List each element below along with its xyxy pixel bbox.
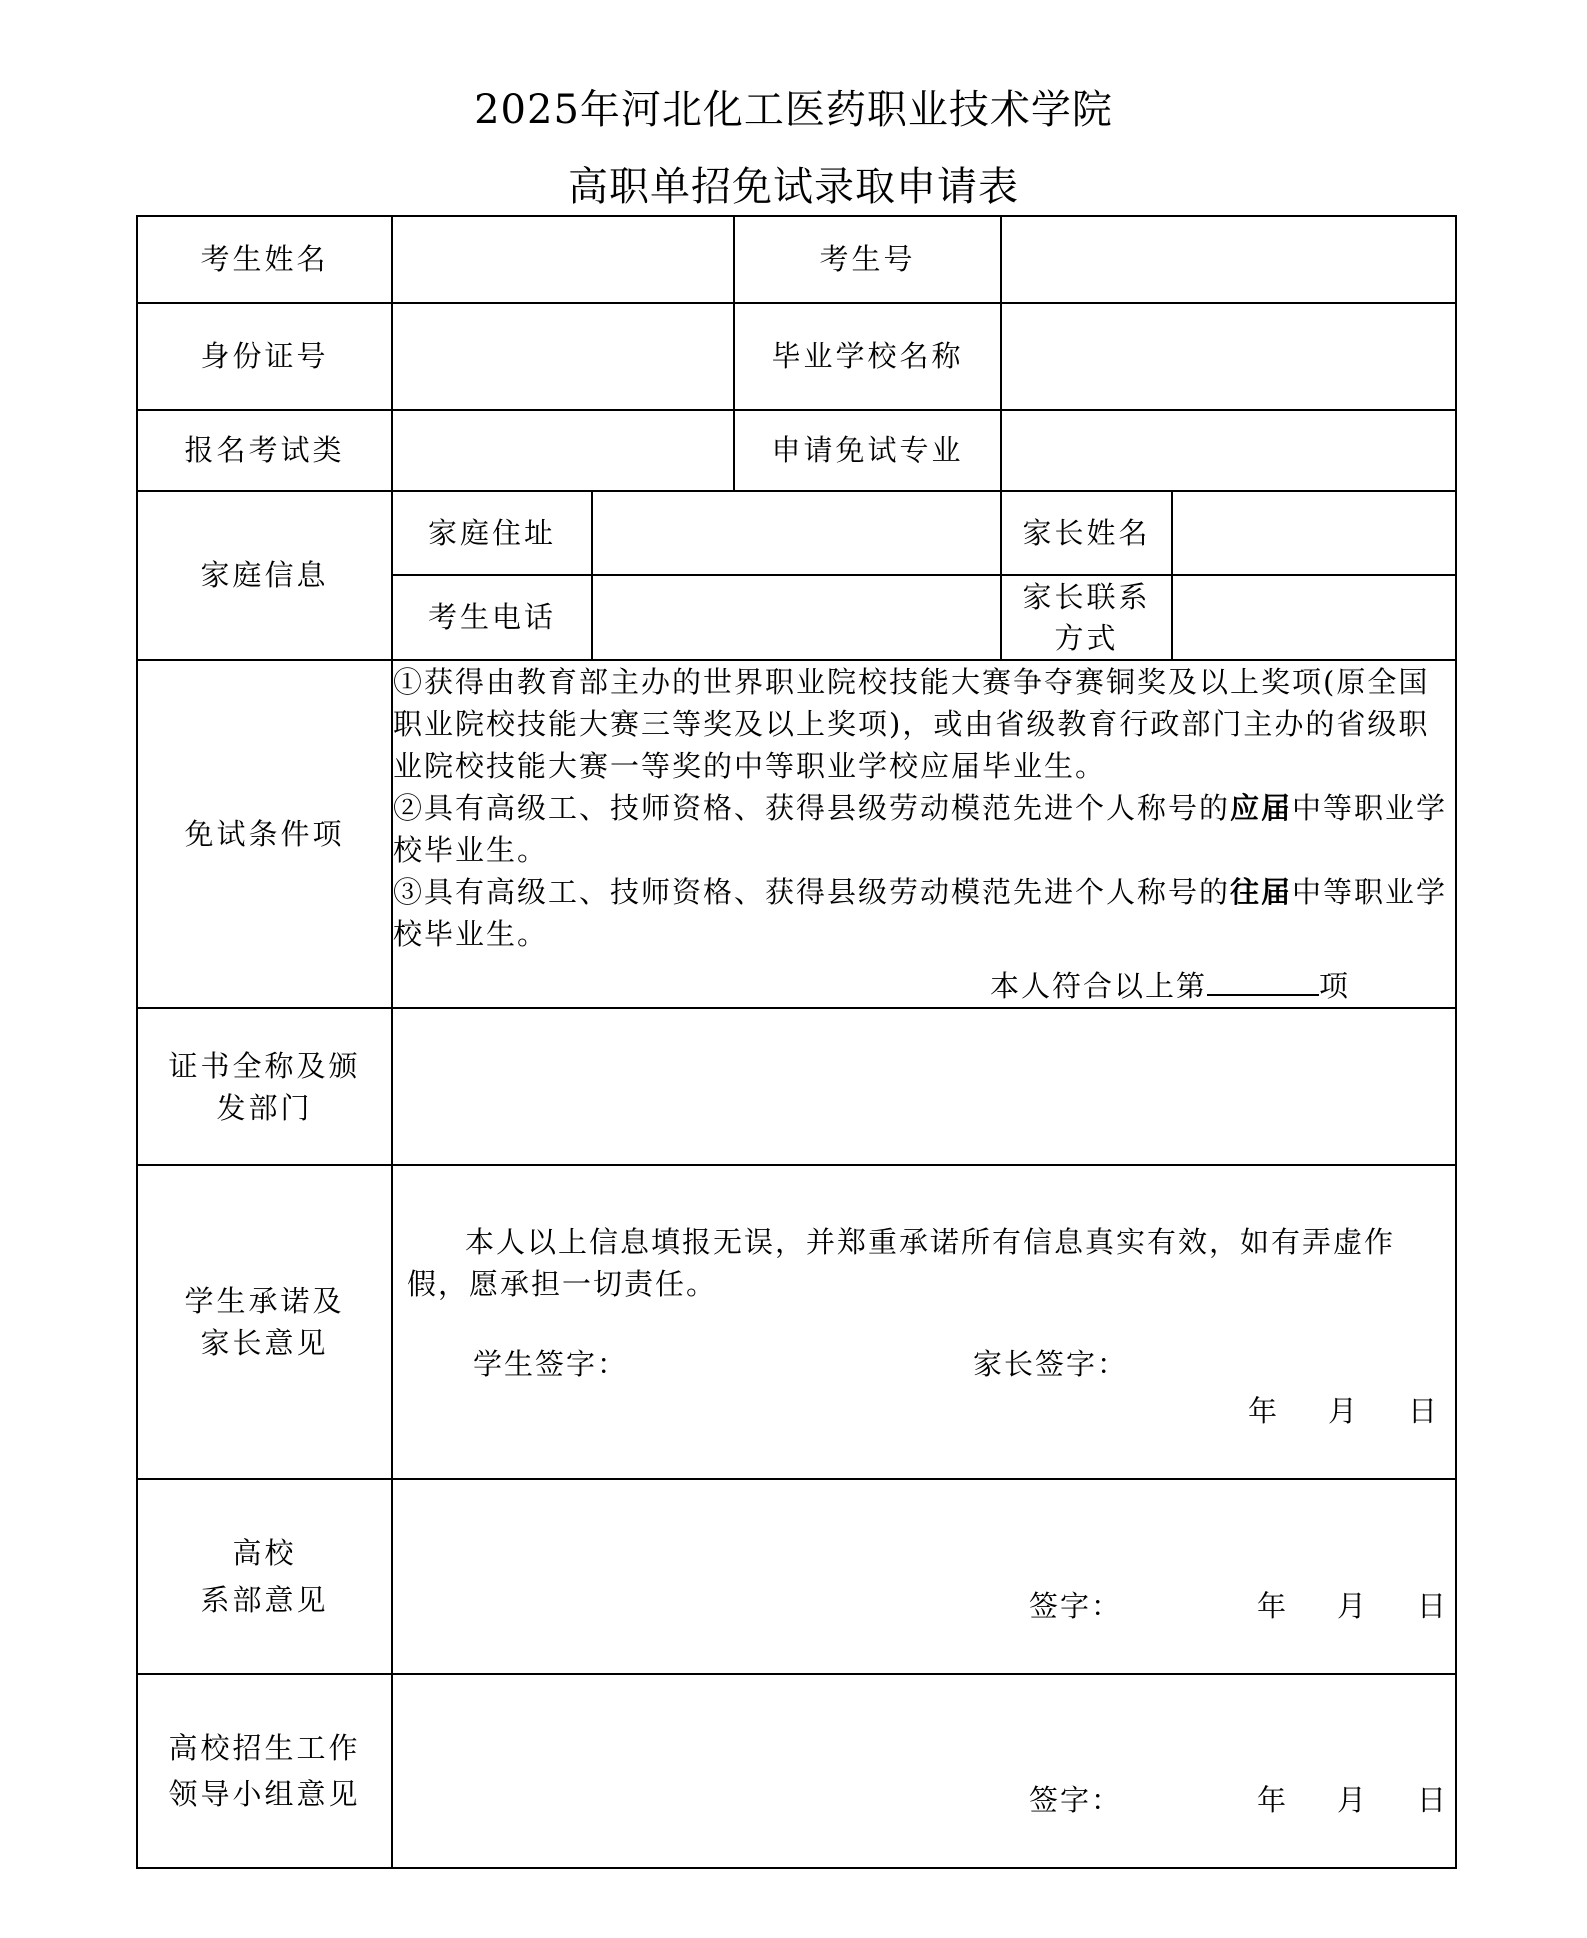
table-row bbox=[137, 1479, 1456, 1674]
department-label bbox=[137, 1479, 392, 1674]
department-label-line1: 高校 bbox=[232, 1536, 297, 1571]
leadership-label: 高校招生工作领导小组意见 bbox=[137, 1674, 392, 1868]
condition-item-3-text: ③具有高级工、技师资格、获得县级劳动模范先进个人称号的 bbox=[393, 875, 1231, 910]
pledge-date-day: 日 bbox=[1408, 1394, 1440, 1429]
condition-meet-prefix: 本人符合以上第 bbox=[989, 969, 1207, 1004]
leadership-opinion-field[interactable] bbox=[392, 1674, 1456, 1868]
candidate-number-label: 考生号 bbox=[734, 216, 1001, 303]
pledge-text: 本人以上信息填报无误，并郑重承诺所有信息真实有效，如有弄虚作假，愿承担一切责任。 bbox=[407, 1225, 1396, 1302]
form-title-line2: 高职单招免试录取申请表 bbox=[568, 164, 1019, 210]
pledge-label bbox=[137, 1165, 392, 1479]
certificate-label: 证书全称及颁发部门 bbox=[137, 1008, 392, 1165]
condition-item-2-tail: 中等职业学校毕业生。 bbox=[393, 791, 1448, 868]
table-row bbox=[137, 410, 1456, 491]
table-row bbox=[137, 660, 1456, 1008]
leadership-signature-label: 签字： bbox=[1029, 1783, 1123, 1818]
table-row bbox=[137, 303, 1456, 410]
table-row bbox=[137, 491, 1456, 575]
condition-item-2 bbox=[393, 787, 1455, 871]
pledge-label-line2: 家长意见 bbox=[200, 1326, 329, 1361]
exempt-major-field[interactable] bbox=[1001, 410, 1456, 491]
student-name-label: 考生姓名 bbox=[137, 216, 392, 303]
table-row bbox=[137, 1008, 1456, 1165]
candidate-number-field[interactable] bbox=[1001, 216, 1456, 303]
condition-item-2-text: ②具有高级工、技师资格、获得县级劳动模范先进个人称号的 bbox=[393, 791, 1231, 826]
id-number-label: 身份证号 bbox=[137, 303, 392, 410]
family-info-label: 家庭信息 bbox=[137, 491, 392, 660]
leadership-date-year: 年 bbox=[1257, 1783, 1289, 1818]
id-number-field[interactable] bbox=[392, 303, 734, 410]
home-address-field[interactable] bbox=[592, 491, 1001, 575]
form-title-line1: 2025年河北化工医药职业技术学院 bbox=[474, 87, 1113, 133]
student-phone-label: 考生电话 bbox=[392, 575, 592, 660]
condition-item-2-emphasis: 应届 bbox=[1230, 791, 1293, 826]
department-label-line2: 系部意见 bbox=[200, 1582, 329, 1617]
condition-item-3 bbox=[393, 871, 1455, 955]
leadership-date-day: 日 bbox=[1417, 1783, 1449, 1818]
parent-signature-label: 家长签字： bbox=[973, 1347, 1129, 1382]
certificate-field[interactable] bbox=[392, 1008, 1456, 1165]
department-date-year: 年 bbox=[1257, 1589, 1289, 1624]
exempt-major-label: 申请免试专业 bbox=[734, 410, 1001, 491]
table-row bbox=[137, 1674, 1456, 1868]
condition-item-3-emphasis: 往届 bbox=[1230, 875, 1293, 910]
application-form-table bbox=[136, 215, 1457, 1869]
parent-name-label: 家长姓名 bbox=[1001, 491, 1172, 575]
student-name-field[interactable] bbox=[392, 216, 734, 303]
department-signature-label: 签字： bbox=[1029, 1589, 1123, 1624]
pledge-content bbox=[392, 1165, 1456, 1479]
conditions-content bbox=[392, 660, 1456, 1008]
department-date-month: 月 bbox=[1337, 1589, 1369, 1624]
condition-item-3-tail: 中等职业学校毕业生。 bbox=[393, 875, 1448, 952]
student-signature-label: 学生签字： bbox=[473, 1347, 629, 1382]
graduation-school-field[interactable] bbox=[1001, 303, 1456, 410]
home-address-label: 家庭住址 bbox=[392, 491, 592, 575]
parent-name-field[interactable] bbox=[1172, 491, 1456, 575]
condition-item-1: ①获得由教育部主办的世界职业院校技能大赛争夺赛铜奖及以上奖项(原全国职业院校技能大赛三等奖及以上奖项)，或由省级教育行政部门主办的省级职业院校技能大赛一等奖的中等职业学校应届毕业生。 bbox=[393, 665, 1430, 784]
parent-contact-field[interactable] bbox=[1172, 575, 1456, 660]
condition-number-blank[interactable] bbox=[1207, 966, 1319, 996]
pledge-date-month: 月 bbox=[1328, 1394, 1360, 1429]
condition-meet-suffix: 项 bbox=[1318, 969, 1350, 1004]
graduation-school-label: 毕业学校名称 bbox=[734, 303, 1001, 410]
conditions-label: 免试条件项 bbox=[137, 660, 392, 1008]
parent-contact-label: 家长联系方式 bbox=[1001, 575, 1172, 660]
table-row bbox=[137, 1165, 1456, 1479]
table-row bbox=[137, 216, 1456, 303]
student-phone-field[interactable] bbox=[592, 575, 1001, 660]
pledge-label-line1: 学生承诺及 bbox=[184, 1284, 345, 1319]
leadership-date-month: 月 bbox=[1337, 1783, 1369, 1818]
exam-category-label: 报名考试类 bbox=[137, 410, 392, 491]
department-opinion-field[interactable] bbox=[392, 1479, 1456, 1674]
exam-category-field[interactable] bbox=[392, 410, 734, 491]
department-date-day: 日 bbox=[1417, 1589, 1449, 1624]
condition-meet-line bbox=[393, 965, 1455, 1007]
pledge-date-year: 年 bbox=[1248, 1394, 1280, 1429]
